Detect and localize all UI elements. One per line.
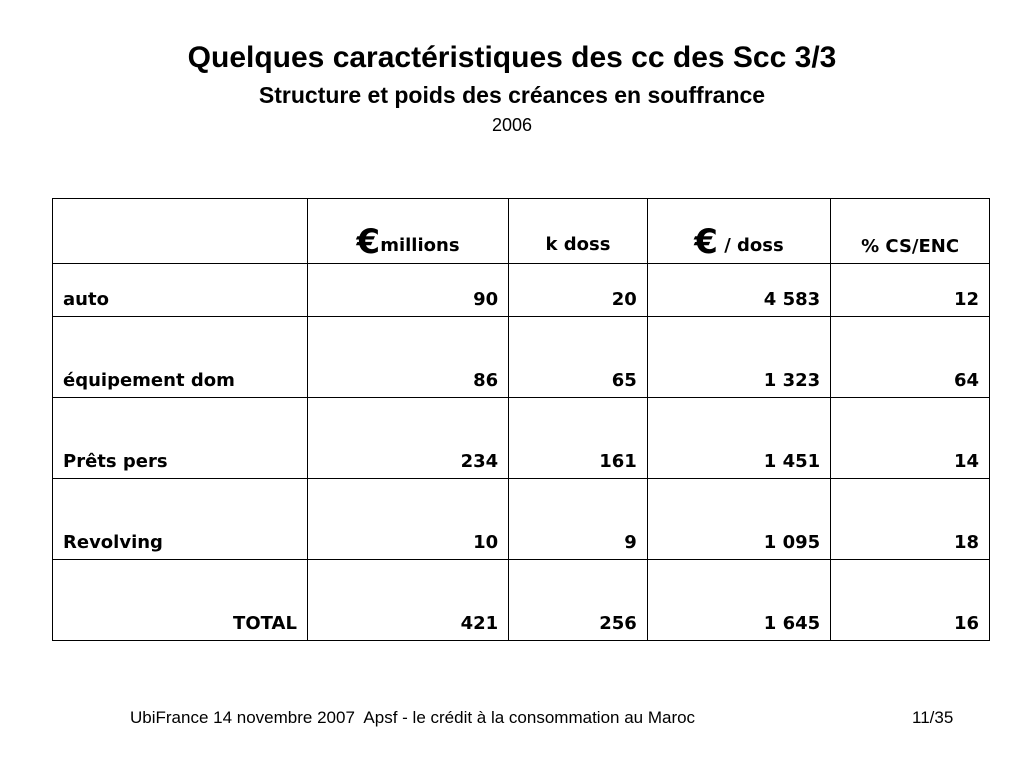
data-table bbox=[52, 198, 990, 641]
row-label: auto bbox=[53, 264, 308, 317]
cell-k-doss: 256 bbox=[509, 560, 648, 641]
cell-eur-doss: 1 323 bbox=[647, 317, 830, 398]
header-millions-unit: millions bbox=[380, 235, 460, 256]
euro-symbol: € bbox=[694, 222, 718, 262]
cell-millions: 234 bbox=[307, 398, 508, 479]
header-empty-cell bbox=[53, 199, 308, 264]
page-number: 11/35 bbox=[912, 708, 954, 727]
slide-title: Quelques caractéristiques des cc des Scc 3/3 bbox=[187, 41, 837, 74]
cell-k-doss: 9 bbox=[509, 479, 648, 560]
euro-symbol: € bbox=[356, 222, 381, 262]
cell-k-doss: 65 bbox=[509, 317, 648, 398]
row-label: équipement dom bbox=[53, 317, 308, 398]
row-label: Revolving bbox=[53, 479, 308, 560]
header-eur-per-doss bbox=[647, 199, 830, 264]
slide-year: 2006 bbox=[491, 115, 533, 135]
cell-pct: 64 bbox=[831, 317, 990, 398]
cell-millions: 421 bbox=[307, 560, 508, 641]
row-label: Prêts pers bbox=[53, 398, 308, 479]
footer-text: UbiFrance 14 novembre 2007 Apsf - le crédit à la consommation au Maroc bbox=[130, 708, 696, 727]
header-millions bbox=[307, 199, 508, 264]
slide-subtitle: Structure et poids des créances en souffrance bbox=[258, 82, 766, 108]
cell-eur-doss: 4 583 bbox=[647, 264, 830, 317]
header-eur-unit: / doss bbox=[717, 235, 784, 256]
cell-eur-doss: 1 451 bbox=[647, 398, 830, 479]
row-label: TOTAL bbox=[53, 560, 308, 641]
table-row bbox=[53, 479, 990, 560]
table-row-total bbox=[53, 560, 990, 641]
table-row bbox=[53, 317, 990, 398]
cell-pct: 18 bbox=[831, 479, 990, 560]
table-header-row bbox=[53, 199, 990, 264]
cell-k-doss: 161 bbox=[509, 398, 648, 479]
cell-millions: 10 bbox=[307, 479, 508, 560]
cell-eur-doss: 1 095 bbox=[647, 479, 830, 560]
table-row bbox=[53, 264, 990, 317]
cell-eur-doss: 1 645 bbox=[647, 560, 830, 641]
cell-millions: 86 bbox=[307, 317, 508, 398]
cell-millions: 90 bbox=[307, 264, 508, 317]
cell-pct: 14 bbox=[831, 398, 990, 479]
cell-pct: 12 bbox=[831, 264, 990, 317]
header-pct-cs-enc: % CS/ENC bbox=[831, 199, 990, 264]
table-row bbox=[53, 398, 990, 479]
cell-pct: 16 bbox=[831, 560, 990, 641]
header-k-doss: k doss bbox=[509, 199, 648, 264]
cell-k-doss: 20 bbox=[509, 264, 648, 317]
